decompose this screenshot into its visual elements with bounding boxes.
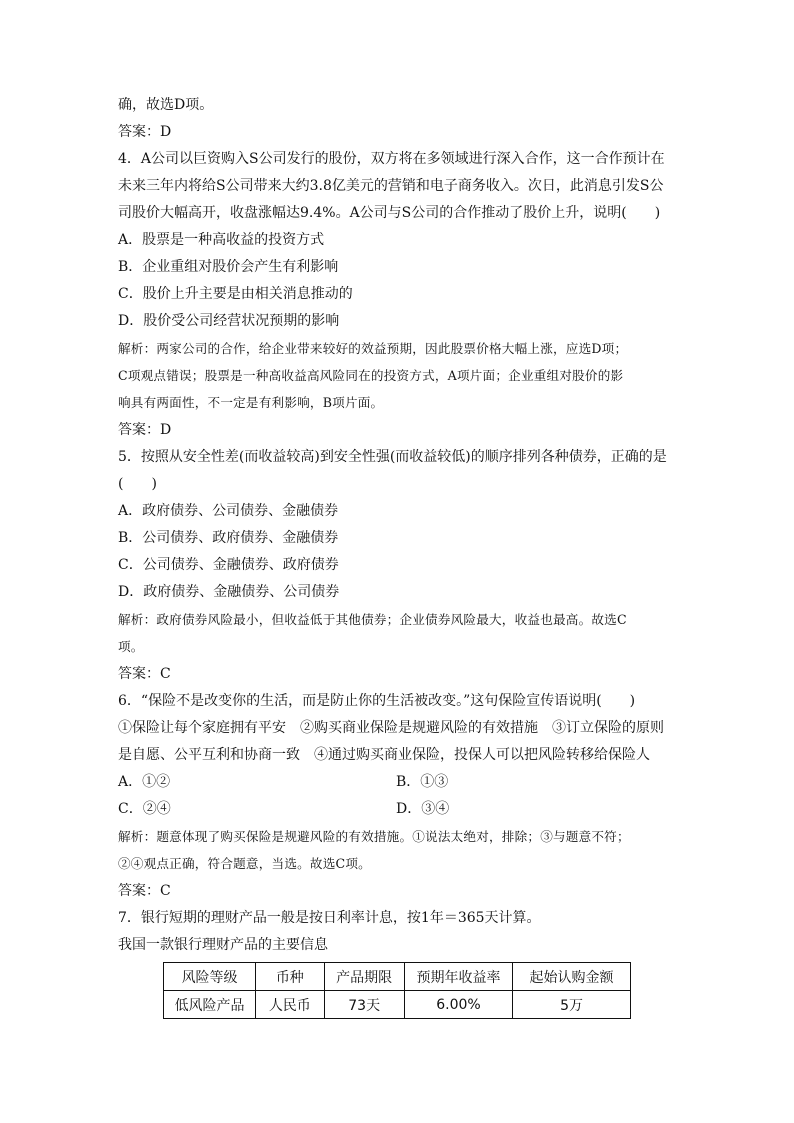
- text-line: 确，故选D项。: [118, 97, 214, 113]
- table-header-cell: 风险等级: [164, 963, 256, 991]
- table-row: [164, 991, 631, 1019]
- text-line: 是自愿、公平互利和协商一致 ④通过购买商业保险，投保人可以把风险转移给保险人: [118, 747, 650, 763]
- table-header-cell: 预期年收益率: [404, 963, 512, 991]
- table-header-cell: 起始认购金额: [513, 963, 631, 991]
- option-c: C．股价上升主要是由相关消息推动的: [118, 286, 353, 302]
- text-line: 未来三年内将给S公司带来大约3.8亿美元的营销和电子商务收入。次日，此消息引发S公: [118, 178, 664, 194]
- table-cell: 低风险产品: [164, 991, 256, 1019]
- option-b: B．①③: [396, 774, 449, 790]
- table-caption: 我国一款银行理财产品的主要信息: [118, 937, 328, 953]
- analysis-line: ②④观点正确，符合题意，当选。故选C项。: [118, 856, 371, 871]
- option-a: A．政府债券、公司债券、金融债券: [118, 503, 339, 519]
- question-5: 5．按照从安全性差(而收益较高)到安全性强(而收益较低)的顺序排列各种债券，正确的是: [118, 449, 667, 465]
- analysis-line: 响具有两面性，不一定是有利影响，B项片面。: [118, 395, 384, 410]
- table-header-cell: 产品期限: [324, 963, 404, 991]
- option-a: A．股票是一种高收益的投资方式: [118, 232, 325, 248]
- answer-line: 答案：C: [118, 883, 171, 899]
- answer-line: 答案：D: [118, 422, 172, 438]
- answer-line: 答案：D: [118, 124, 172, 140]
- option-b: B．企业重组对股价会产生有利影响: [118, 259, 339, 275]
- table-cell: 人民币: [256, 991, 324, 1019]
- analysis-line: 项。: [118, 639, 144, 654]
- question-7: 7．银行短期的理财产品一般是按日利率计息，按1年＝365天计算。: [118, 910, 541, 926]
- option-c: C．公司债券、金融债券、政府债券: [118, 557, 339, 573]
- text-line: ( ): [118, 476, 157, 492]
- analysis-line: 解析：两家公司的合作，给企业带来较好的效益预期，因此股票价格大幅上涨，应选D项；: [118, 341, 628, 356]
- option-d: D．股价受公司经营状况预期的影响: [118, 313, 340, 329]
- text-line: ①保险让每个家庭拥有平安 ②购买商业保险是规避风险的有效措施 ③订立保险的原则: [118, 720, 664, 736]
- option-b: B．公司债券、政府债券、金融债券: [118, 530, 339, 546]
- table-cell: 5万: [513, 991, 631, 1019]
- option-d: D．③④: [396, 801, 450, 817]
- table-header-row: [164, 963, 631, 991]
- question-4: 4．A公司以巨资购入S公司发行的股份，双方将在多领域进行深入合作，这一合作预计在: [118, 151, 665, 167]
- answer-line: 答案：C: [118, 666, 171, 682]
- table-header-cell: 币种: [256, 963, 324, 991]
- product-info-table: [163, 962, 631, 1019]
- analysis-line: 解析：题意体现了购买保险是规避风险的有效措施。①说法太绝对，排除；③与题意不符；: [118, 829, 630, 844]
- option-c: C．②④: [118, 801, 171, 817]
- table-cell: 6.00%: [404, 991, 512, 1019]
- question-6: 6．“保险不是改变你的生活，而是防止你的生活被改变。”这句保险宣传语说明( ): [118, 693, 636, 709]
- text-line: 司股价大幅高开，收盘涨幅达9.4%。A公司与S公司的合作推动了股价上升，说明( ): [118, 205, 661, 221]
- option-a: A．①②: [118, 774, 171, 790]
- analysis-line: C项观点错误；股票是一种高收益高风险同在的投资方式，A项片面；企业重组对股价的影: [118, 368, 624, 383]
- table-cell: 73天: [324, 991, 404, 1019]
- option-d: D．政府债券、金融债券、公司债券: [118, 584, 340, 600]
- analysis-line: 解析：政府债券风险最小，但收益低于其他债券；企业债券风险最大，收益也最高。故选C: [118, 612, 627, 627]
